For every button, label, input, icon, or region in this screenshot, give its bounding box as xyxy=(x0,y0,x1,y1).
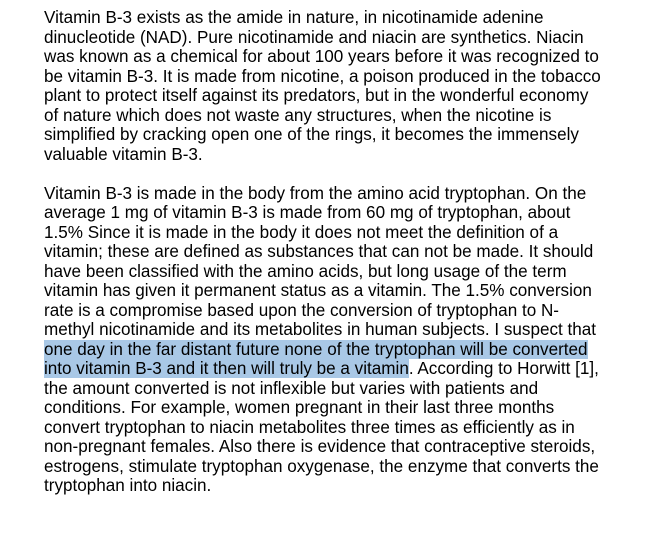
text-line: plant to protect itself against its predators, but in the wonderful economy xyxy=(44,86,589,105)
text-line: the amount converted is not inflexible but varies with patients and xyxy=(44,378,539,398)
paragraph-gap xyxy=(44,164,660,184)
text-line: rate is a compromise based upon the conversion of tryptophan to N- xyxy=(44,300,559,320)
text-line-partially-selected xyxy=(44,359,660,379)
text-line: 1.5% Since it is made in the body it does not meet the definition of a xyxy=(44,222,559,242)
paragraph-1 xyxy=(44,8,660,164)
text-line: was known as a chemical for about 100 years before it was recognized to xyxy=(44,47,599,66)
text-line: conditions. For example, women pregnant in their last three months xyxy=(44,398,555,417)
text-line: non-pregnant females. Also there is evidence that contraceptive steroids, xyxy=(44,437,596,456)
text-line-selected xyxy=(44,340,660,360)
text-line: be vitamin B-3. It is made from nicotine, a poison produced in the tobacco xyxy=(44,66,601,86)
text-after-selection: . According to Horwitt [1], xyxy=(408,359,599,378)
text-line: simplified by cracking open one of the rings, it becomes the immensely xyxy=(44,125,579,144)
text-selection-highlight[interactable]: into vitamin B-3 and it then will truly be a vitamin xyxy=(44,359,409,378)
text-line: valuable vitamin B-3. xyxy=(44,144,203,164)
text-line: Vitamin B-3 exists as the amide in nature, in nicotinamide adenine xyxy=(44,8,544,27)
paragraph-2 xyxy=(44,184,660,496)
text-line: convert tryptophan to niacin metabolites three times as efficiently as in xyxy=(44,417,575,437)
text-line: average 1 mg of vitamin B-3 is made from 60 mg of tryptophan, about xyxy=(44,203,571,222)
text-line: Vitamin B-3 is made in the body from the amino acid tryptophan. On the xyxy=(44,183,587,203)
text-line: of nature which does not waste any structures, when the nicotine is xyxy=(44,105,552,125)
text-line: estrogens, stimulate tryptophan oxygenase, the enzyme that converts the xyxy=(44,456,599,476)
document-body[interactable] xyxy=(44,8,660,496)
text-line: methyl nicotinamide and its metabolites in human subjects. I suspect that xyxy=(44,320,597,339)
text-line: vitamin has given it permanent status as a vitamin. The 1.5% conversion xyxy=(44,281,592,300)
text-line: dinucleotide (NAD). Pure nicotinamide and niacin are synthetics. Niacin xyxy=(44,27,584,47)
text-line: have been classified with the amino acids, but long usage of the term xyxy=(44,261,567,281)
text-line: tryptophan into niacin. xyxy=(44,476,212,495)
text-line: vitamin; these are defined as substances that can not be made. It should xyxy=(44,242,594,261)
text-selection-highlight[interactable]: one day in the far distant future none of the tryptophan will be converted xyxy=(44,339,588,359)
